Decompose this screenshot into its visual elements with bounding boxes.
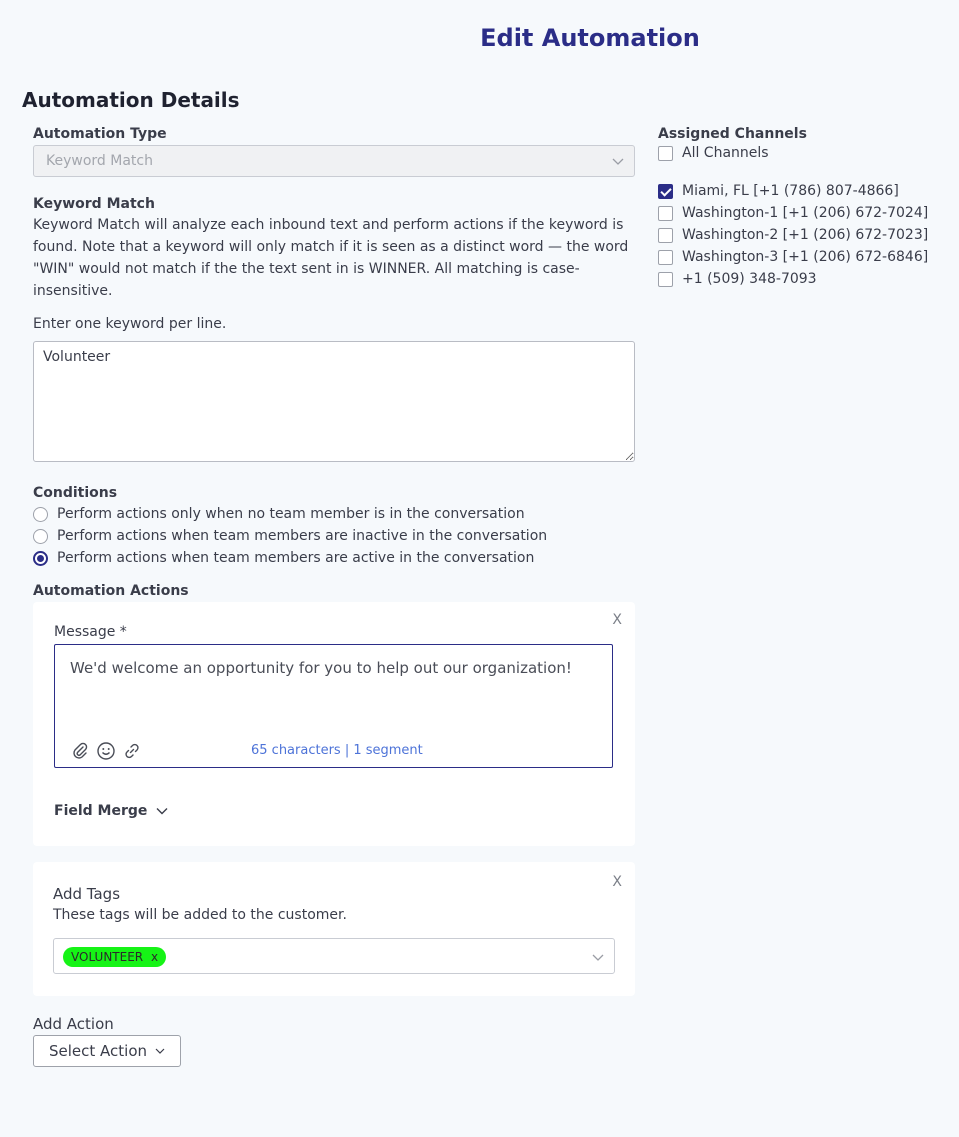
checkbox[interactable] — [658, 250, 673, 265]
assigned-channels — [658, 126, 948, 290]
message-editor[interactable] — [54, 644, 613, 768]
channel-item-miami[interactable] — [658, 180, 948, 202]
keyword-instruction: Enter one keyword per line. — [33, 316, 227, 332]
checkbox[interactable] — [658, 272, 673, 287]
keywords-textarea[interactable] — [33, 341, 635, 462]
channel-item-509[interactable] — [658, 268, 948, 290]
channel-label: +1 (509) 348-7093 — [682, 271, 817, 287]
select-action-label: Select Action — [49, 1042, 148, 1060]
channel-all[interactable] — [658, 142, 948, 164]
assigned-channels-label: Assigned Channels — [658, 126, 807, 142]
automation-type-label: Automation Type — [33, 126, 167, 142]
paperclip-icon[interactable] — [70, 741, 90, 761]
condition-option-inactive[interactable] — [33, 525, 635, 547]
tag-chip-label: VOLUNTEER — [71, 950, 144, 964]
chevron-down-icon — [155, 804, 169, 818]
field-merge-toggle[interactable] — [54, 803, 613, 819]
chevron-down-icon — [592, 951, 604, 963]
tags-select[interactable] — [53, 938, 615, 974]
checkbox[interactable] — [658, 228, 673, 243]
channel-item-washington-1[interactable] — [658, 202, 948, 224]
chevron-down-icon — [612, 155, 624, 167]
radio-button[interactable] — [33, 529, 48, 544]
condition-option-no-team[interactable] — [33, 503, 635, 525]
tag-remove-icon[interactable]: x — [150, 950, 159, 964]
channel-label: All Channels — [682, 145, 769, 161]
channel-list — [658, 180, 948, 290]
radio-button[interactable] — [33, 507, 48, 522]
keyword-match-description: Keyword Match will analyze each inbound text and perform actions if the keyword is found. Note that a keyword will only match if it is seen as a distinct word — the word "WIN" would not match if the the text sent in is WINNER. All matching is case-insensitive. — [33, 217, 629, 299]
page-title: Edit Automation — [480, 24, 700, 52]
condition-option-active[interactable] — [33, 547, 635, 569]
tags-action-card — [33, 862, 635, 996]
chevron-down-icon — [155, 1046, 165, 1056]
channel-label: Washington-1 [+1 (206) 672-7024] — [682, 205, 929, 221]
channel-item-washington-2[interactable] — [658, 224, 948, 246]
link-icon[interactable] — [122, 741, 142, 761]
checkbox-checked[interactable] — [658, 184, 673, 199]
condition-label: Perform actions when team members are active in the conversation — [57, 550, 535, 566]
automation-form — [33, 126, 635, 1067]
field-merge-label: Field Merge — [54, 803, 148, 819]
automation-type-select — [33, 145, 635, 177]
add-tags-label: Add Tags — [53, 885, 121, 903]
channel-label: Washington-2 [+1 (206) 672-7023] — [682, 227, 929, 243]
close-icon[interactable]: X — [612, 874, 622, 890]
condition-label: Perform actions only when no team member is in the conversation — [57, 506, 525, 522]
close-icon[interactable]: X — [612, 612, 622, 628]
tag-chip — [63, 947, 166, 967]
channel-label: Miami, FL [+1 (786) 807-4866] — [682, 183, 899, 199]
radio-button-selected[interactable] — [33, 551, 48, 566]
checkbox[interactable] — [658, 146, 673, 161]
add-tags-description: These tags will be added to the customer. — [53, 907, 347, 923]
add-action-label: Add Action — [33, 1015, 114, 1033]
conditions-radio-group — [33, 503, 635, 569]
automation-type-value: Keyword Match — [46, 153, 153, 169]
section-title: Automation Details — [22, 88, 240, 112]
message-toolbar — [70, 741, 142, 761]
keyword-match-title: Keyword Match — [33, 196, 155, 212]
channel-label: Washington-3 [+1 (206) 672-6846] — [682, 249, 929, 265]
select-action-button[interactable] — [33, 1035, 181, 1067]
character-counter: 65 characters | 1 segment — [251, 743, 423, 758]
emoji-icon[interactable] — [96, 741, 116, 761]
channel-item-washington-3[interactable] — [658, 246, 948, 268]
automation-actions-label: Automation Actions — [33, 583, 189, 599]
message-text[interactable]: We'd welcome an opportunity for you to help out our organization! — [70, 659, 572, 677]
conditions-label: Conditions — [33, 485, 118, 501]
message-label: Message * — [54, 624, 127, 640]
message-action-card — [33, 602, 635, 846]
checkbox[interactable] — [658, 206, 673, 221]
condition-label: Perform actions when team members are inactive in the conversation — [57, 528, 548, 544]
